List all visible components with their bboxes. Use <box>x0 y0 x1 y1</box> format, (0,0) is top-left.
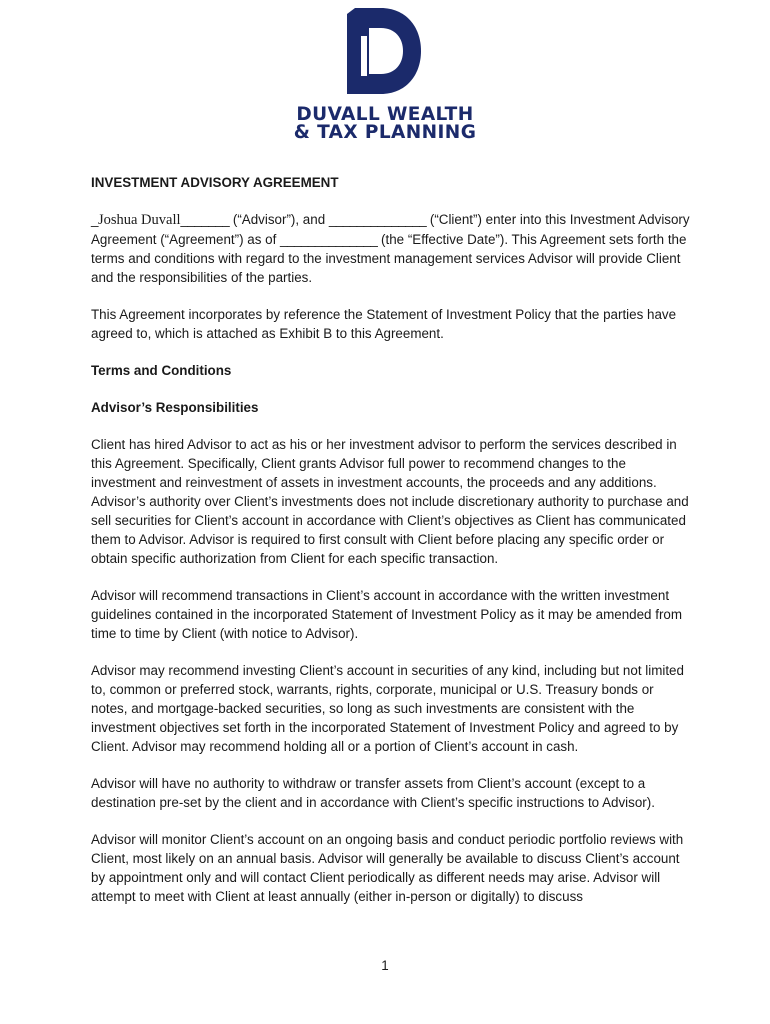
incorporation-paragraph: This Agreement incorporates by reference the Statement of Investment Policy that the parties have agreed to, which is attached as Exhibit B to this Agreement. <box>91 307 677 341</box>
page-number: 1 <box>381 958 389 973</box>
document-title: INVESTMENT ADVISORY AGREEMENT <box>91 175 339 190</box>
agreement-body <box>91 173 691 906</box>
effective-date-blank: ______________ <box>280 232 378 247</box>
brand-name-line1: DUVALL WEALTH <box>296 104 474 125</box>
company-logo <box>0 8 770 142</box>
duvall-d-monogram-icon <box>347 8 423 94</box>
intro-text-a: (“Advisor”), and <box>229 212 329 227</box>
section-heading-terms: Terms and Conditions <box>91 363 232 378</box>
advisor-blank-post: _______ <box>180 212 230 227</box>
monitoring-paragraph: Advisor will monitor Client’s account on an ongoing basis and conduct periodic portfolio reviews with Client, most likely on an annual basis. Advisor will generally be available to discuss Client’s account by appointment only and will contact Client periodically as different needs may arise. Advisor will attempt to meet with Client at least annually (either in-person or digitally) to discuss <box>91 832 684 904</box>
advisor-name: Joshua Duvall <box>97 212 181 228</box>
brand-name-line2: & TAX PLANNING <box>293 122 477 143</box>
section-heading-advisor: Advisor’s Responsibilities <box>91 400 259 415</box>
intro-text-b: (“Client”) enter into this Investment Advisory Agreement (“Agreement”) as of <box>91 212 690 247</box>
intro-text-c: (the “Effective Date”). This Agreement sets forth the terms and conditions with regard to the investment management services Advisor will provide Client and the responsibilities of the parties. <box>91 232 687 285</box>
securities-paragraph: Advisor may recommend investing Client’s account in securities of any kind, including but not limited to, common or preferred stock, warrants, rights, corporate, municipal or U.S. Treasury bonds or notes, and mortgage-backed securities, so long as such investments are consistent with the investment objectives set forth in the incorporated Statement of Investment Policy and agreed to by Client. Advisor may recommend holding all or a portion of Client’s account in cash. <box>91 663 684 754</box>
advisor-authority-paragraph: Client has hired Advisor to act as his or her investment advisor to perform the services described in this Agreement. Specifically, Client grants Advisor full power to recommend changes to the investment and reinvestment of assets in investment accounts, the proceeds and any additions. Advisor’s authority over Client’s investments does not include discretionary authority to purchase and sell securities for Client’s account in accordance with Client’s objectives as Client has communicated them to Advisor. Advisor is required to first consult with Client before placing any specific order or obtain specific authorization from Client for each specific transaction. <box>91 437 689 566</box>
client-name-blank: ______________ <box>328 212 427 227</box>
transactions-paragraph: Advisor will recommend transactions in Client’s account in accordance with the written investment guidelines contained in the incorporated Statement of Investment Policy as it may be amended from time to time by Client (with notice to Advisor). <box>91 588 683 641</box>
intro-paragraph <box>91 210 691 287</box>
withdrawal-paragraph: Advisor will have no authority to withdraw or transfer assets from Client’s account (except to a destination pre-set by the client and in accordance with Client’s specific instructions to Advisor). <box>91 776 655 810</box>
advisor-blank-pre: _ <box>91 212 98 227</box>
